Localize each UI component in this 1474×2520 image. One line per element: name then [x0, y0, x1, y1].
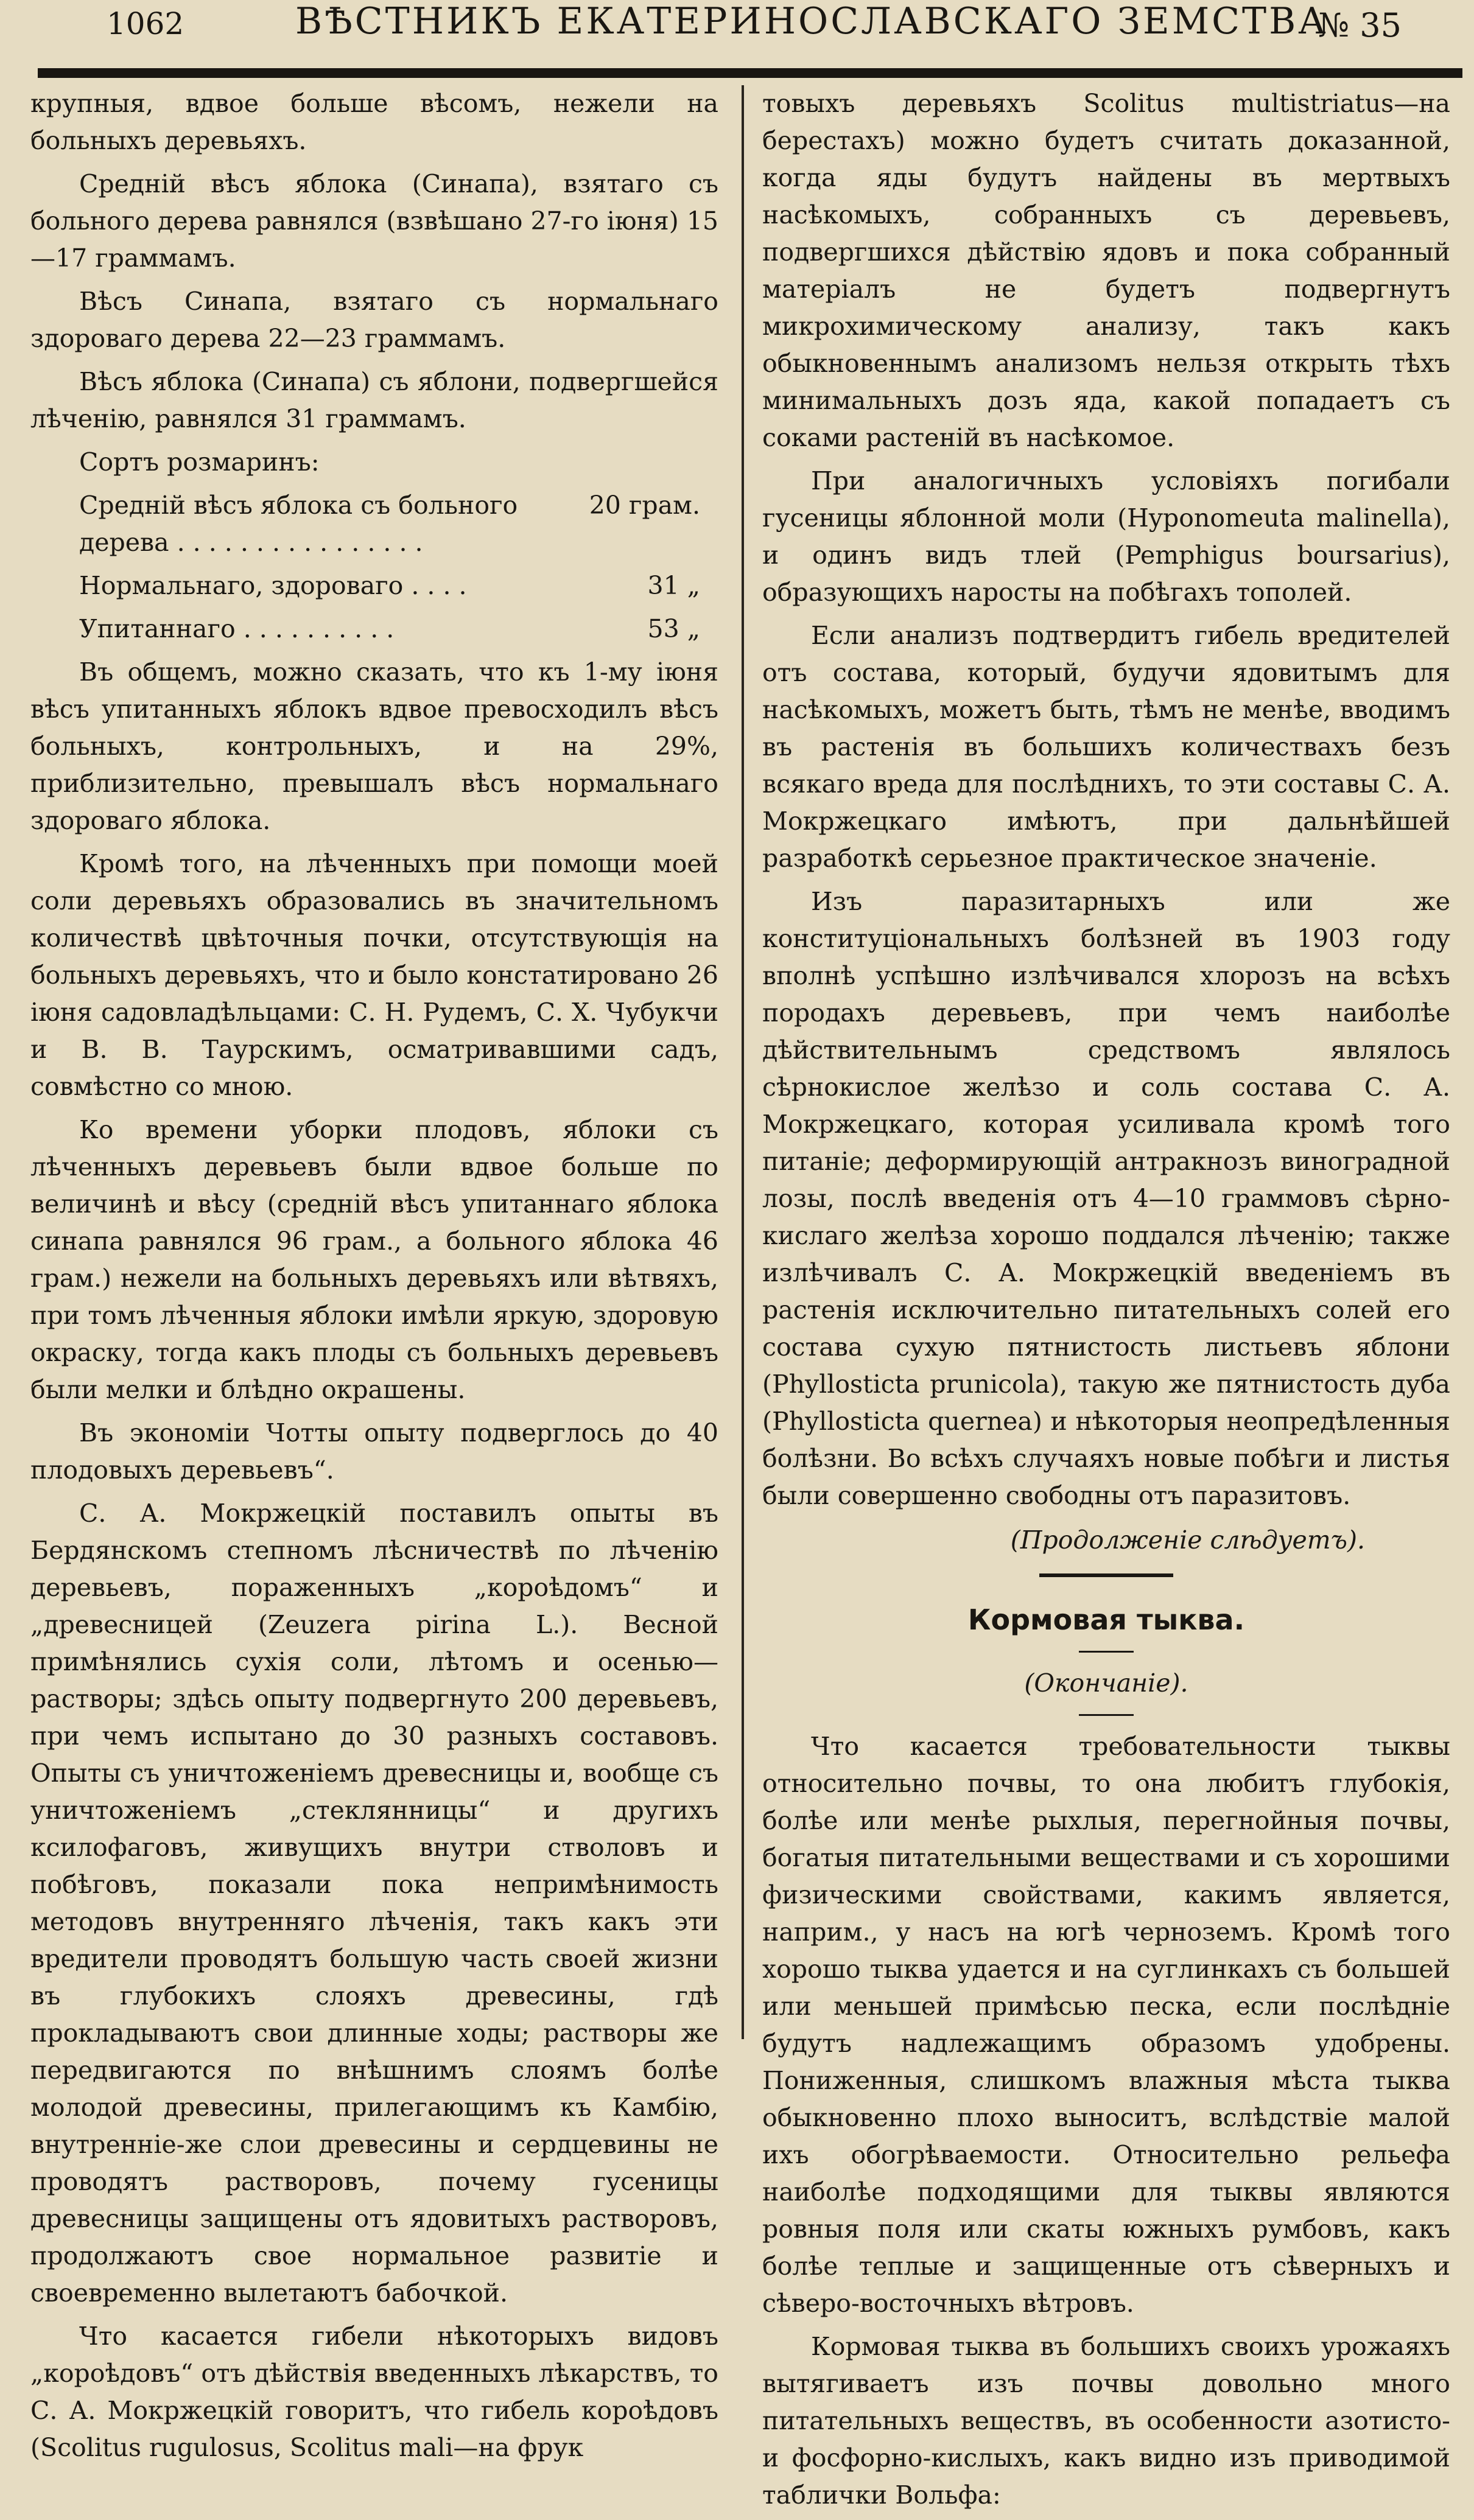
- issue-number: № 35: [1318, 6, 1402, 44]
- paragraph: С. А. Мокржецкiй поставилъ опыты въ Бердянскомъ степномъ лѣсничествѣ по лѣченiю деревьевъ, пораженныхъ „короѣдомъ“ и „древесницей (Zeuzera pirina L.). Весной примѣнялись сухiя соли, лѣтомъ и осенью—растворы; здѣсь опыту подвергнуто 200 деревьевъ, при чемъ испытано до 30 разныхъ составовъ. Опыты съ уничтоженiемъ древесницы и, вообще съ уничтоженiемъ „стеклянницы“ и другихъ ксилофаговъ, живущихъ внутри стволовъ и побѣговъ, показали пока непримѣнимость методовъ внутренняго лѣченiя, такъ какъ эти вредители проводятъ большую часть своей жизни въ глубокихъ слояхъ древесины, гдѣ прокладываютъ свои длинные ходы; растворы же передвигаются по внѣшнимъ слоямъ болѣе молодой древесины, прилегающимъ къ Камбiю, внутреннiе-же слои древесины и сердцевины не проводятъ растворовъ, почему гусеницы древесницы защищены отъ ядовитыхъ растворовъ, продолжаютъ свое нормальное развитiе и своевременно вылетаютъ бабочкой.: [30, 1499, 718, 2308]
- paragraph: крупныя, вдвое больше вѣсомъ, нежели на больныхъ деревьяхъ.: [30, 89, 718, 155]
- paragraph: Сортъ розмаринъ:: [79, 447, 320, 477]
- paragraph: Кромѣ того, на лѣченныхъ при помощи моей соли деревьяхъ образовались въ значительномъ количествѣ цвѣточныя почки, отсутствующiя на больныхъ деревьяхъ, что и было констатировано 26 iюня садовладѣльцами: С. Н. Рудемъ, С. Х. Чубукчи и В. В. Таурскимъ, осматривавшими садъ, совмѣстно со мною.: [30, 849, 718, 1101]
- weight-value: 20 грам.: [589, 491, 700, 520]
- paragraph: Что касается гибели нѣкоторыхъ видовъ „короѣдовъ“ отъ дѣйствiя введенныхъ лѣкарствъ, то С. А. Мокржецкiй говоритъ, что гибель короѣдовъ (Scolitus rugulosus, Scolitus mali—на фрук: [30, 2322, 718, 2462]
- paragraph: Вѣсъ яблока (Синапа) съ яблони, подвергшейся лѣченiю, равнялся 31 граммамъ.: [30, 367, 718, 433]
- paragraph: Въ экономiи Чотты опыту подверглось до 40 плодовыхъ деревьевъ“.: [30, 1418, 718, 1485]
- weight-label: Среднiй вѣсъ яблока съ больного дерева . . . . . . . . . . . . . . . .: [79, 491, 518, 557]
- paragraph: Ко времени уборки плодовъ, яблоки съ лѣченныхъ деревьевъ были вдвое больше по величинѣ и вѣсу (среднiй вѣсъ упитаннаго яблока синапа равнялся 96 грам., а больного яблока 46 грам.) нежели на больныхъ деревьяхъ или вѣтвяхъ, при томъ лѣченныя яблоки имѣли яркую, здоровую окраску, тогда какъ плоды съ больныхъ деревьевъ были мелки и блѣдно окрашены.: [30, 1115, 718, 1404]
- paragraph: Среднiй вѣсъ яблока (Синапа), взятаго съ больного дерева равнялся (взвѣшано 27-го iюня) 15—17 граммамъ.: [30, 169, 718, 273]
- column-divider: [742, 85, 744, 2039]
- paragraph: товыхъ деревьяхъ Scolitus multistriatus—на берестахъ) можно будетъ считать доказанной, когда яды будутъ найдены въ мертвыхъ насѣкомыхъ, собранныхъ съ деревьевъ, подвергшихся дѣйствiю ядовъ и пока собранный матерiалъ не будетъ подвергнутъ микрохимическому анализу, такъ какъ обыкновеннымъ анализомъ нельзя открыть тѣхъ минимальныхъ дозъ яда, какой попадаетъ съ соками растенiй въ насѣкомое.: [762, 89, 1450, 452]
- weight-value: 31 „: [647, 571, 700, 600]
- paragraph: Если анализъ подтвердитъ гибель вредителей отъ состава, который, будучи ядовитымъ для насѣкомыхъ, можетъ быть, тѣмъ не менѣе, вводимъ въ растенiя въ большихъ количествахъ безъ всякаго вреда для послѣднихъ, то эти составы С. А. Мокржецкаго имѣютъ, при дальнѣйшей разработкѣ серьезное практическое значенiе.: [762, 621, 1450, 873]
- left-column: [30, 85, 718, 2473]
- paragraph: Изъ паразитарныхъ или же конституцiональныхъ болѣзней въ 1903 году вполнѣ успѣшно излѣчивался хлорозъ на всѣхъ породахъ деревьевъ, при чемъ наиболѣе дѣйствительнымъ средствомъ являлось сѣрнокислое желѣзо и соль состава С. А. Мокржецкаго, которая усиливала кромѣ того питанiе; деформирующiй антракнозъ виноградной лозы, послѣ введенiя отъ 4—10 граммовъ сѣрно-кислаго желѣза хорошо поддался лѣченiю; также излѣчивалъ С. А. Мокржецкiй введенiемъ въ растенiя исключительно питательныхъ солей его состава сухую пятнистость листьевъ яблони (Phyllosticta prunicola), такую же пятнистость дуба (Phyllosticta quernea) и нѣкоторыя неопредѣленныя болѣзни. Во всѣхъ случаяхъ новые побѣги и листья были совершенно свободны отъ паразитовъ.: [762, 887, 1450, 1510]
- weight-row: [30, 611, 718, 648]
- weight-label: Нормальнаго, здороваго . . . .: [79, 571, 467, 600]
- header-rule: [38, 68, 1462, 78]
- paragraph: Вѣсъ Синапа, взятаго съ нормальнаго здороваго дерева 22—23 граммамъ.: [30, 287, 718, 353]
- article-title: Кормовая тыква.: [967, 1603, 1245, 1636]
- paragraph: Кормовая тыква въ большихъ своихъ урожаяхъ вытягиваетъ изъ почвы довольно много питательныхъ веществъ, въ особенности азотисто- и фосфорно-кислыхъ, какъ видно изъ приводимой таблички Вольфа:: [762, 2332, 1450, 2510]
- page-number: 1062: [107, 6, 184, 41]
- continuation-note: (Продолженiе слѣдуетъ).: [1010, 1525, 1365, 1555]
- paragraph: При аналогичныхъ условiяхъ погибали гусеницы яблонной моли (Hyponomeuta malinella), и одинъ видъ тлей (Pemphigus boursarius), образующихъ наросты на побѣгахъ тополей.: [762, 466, 1450, 607]
- section-rule: [1039, 1573, 1173, 1577]
- weight-value: 53 „: [647, 614, 700, 643]
- right-column: [762, 85, 1450, 2520]
- journal-title: ВѢСТНИКЪ ЕКАТЕРИНОСЛАВСКАГО ЗЕМСТВА: [295, 0, 1328, 43]
- subtitle-rule: [1079, 1714, 1134, 1716]
- weight-row: [30, 487, 718, 561]
- paragraph: Что касается требовательности тыквы относительно почвы, то она любитъ глубокiя, болѣе или менѣе рыхлыя, перегнойныя почвы, богатыя питательными веществами и съ хорошими физическими свойствами, какимъ является, наприм., у насъ на югѣ черноземъ. Кромѣ того хорошо тыква удается и на суглинкахъ съ большей или меньшей примѣсью песка, если послѣднiе будутъ надлежащимъ образомъ удобрены. Пониженныя, слишкомъ влажныя мѣста тыква обыкновенно плохо выноситъ, вслѣдствiе малой ихъ обогрѣваемости. Относительно рельефа наиболѣе подходящими для тыквы являются ровныя поля или скаты южныхъ румбовъ, какъ болѣе теплые и защищенные отъ сѣверныхъ и сѣверо-восточныхъ вѣтровъ.: [762, 1732, 1450, 2318]
- weight-label: Упитаннаго . . . . . . . . . .: [79, 614, 395, 643]
- paragraph: Въ общемъ, можно сказать, что къ 1-му iюня вѣсъ упитанныхъ яблокъ вдвое превосходилъ вѣсъ больныхъ, контрольныхъ, и на 29%, приблизительно, превышалъ вѣсъ нормальнаго здороваго яблока.: [30, 657, 718, 835]
- running-header: [0, 0, 1474, 67]
- weight-row: [30, 567, 718, 604]
- article-subtitle: (Окончанiе).: [1024, 1668, 1188, 1698]
- title-rule: [1079, 1651, 1134, 1653]
